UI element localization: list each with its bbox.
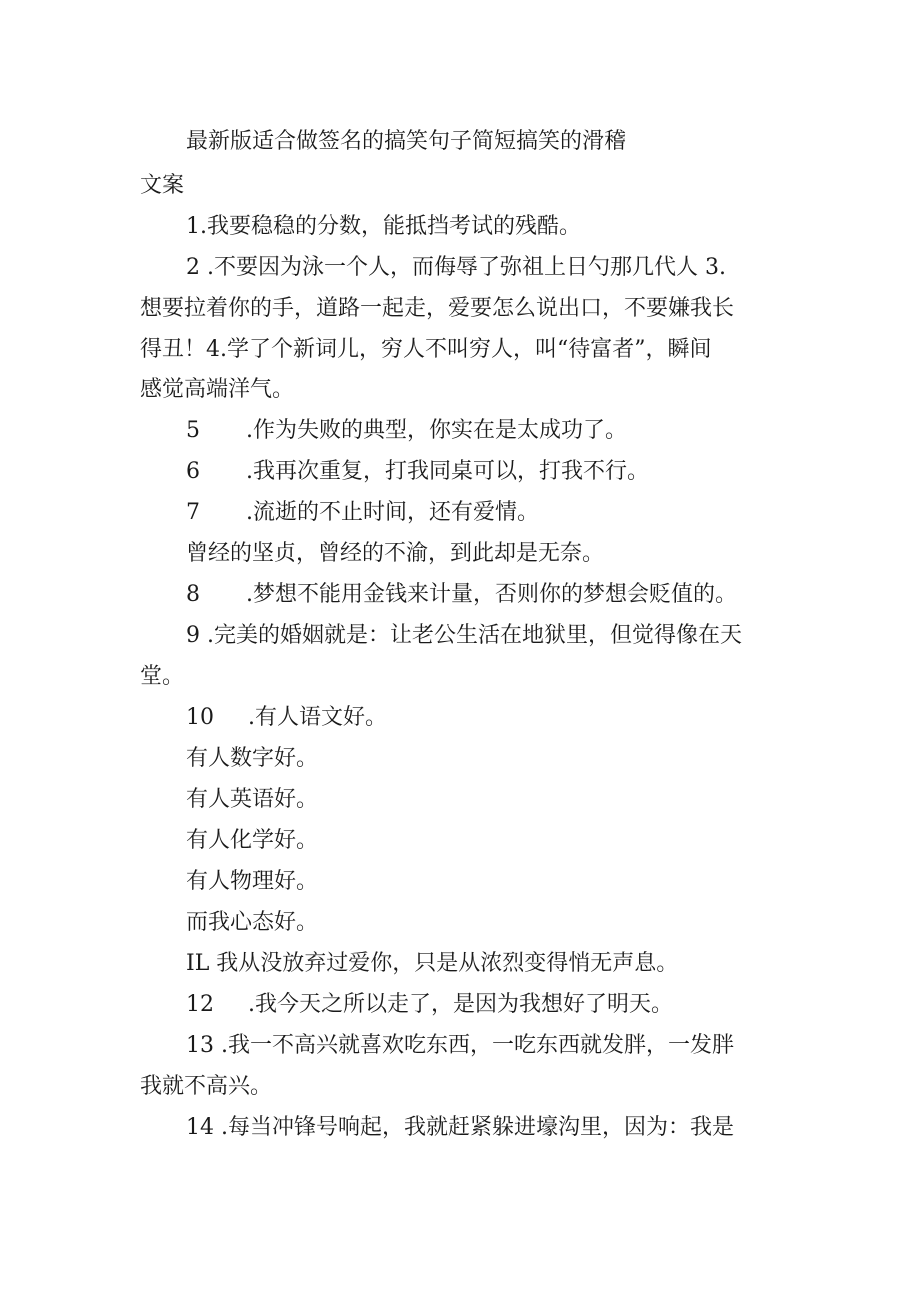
item-6-number: 6	[186, 459, 200, 484]
title-line-2: 文案	[140, 173, 185, 198]
item-7-continuation: 曾经的坚贞，曾经的不渝，到此却是无奈。	[186, 541, 605, 566]
item-6-text: .我再次重复，打我同桌可以，打我不行。	[246, 459, 649, 484]
item-10-line-6: 而我心态好。	[186, 910, 319, 935]
item-10-line-5: 有人物理好。	[186, 869, 319, 894]
item-8-text: .梦想不能用金钱来计量，否则你的梦想会贬值的。	[246, 582, 737, 607]
item-6	[186, 457, 649, 487]
item-8	[186, 580, 737, 610]
item-10-line-3: 有人英语好。	[186, 787, 319, 812]
item-14-line-1: 14 .每当冲锋号响起，我就赶紧躲进壕沟里，因为：我是	[186, 1115, 734, 1140]
item-7-number: 7	[186, 500, 200, 525]
item-10-text: .有人语文好。	[248, 705, 387, 730]
item-10-line-2: 有人数字好。	[186, 746, 319, 771]
item-10-line-4: 有人化学好。	[186, 828, 319, 853]
item-12-number: 12	[186, 992, 214, 1017]
item-13-line-1: 13 .我一不高兴就喜欢吃东西，一吃东西就发胖，一发胖	[186, 1033, 734, 1058]
item-12-text: .我今天之所以走了，是因为我想好了明天。	[248, 992, 673, 1017]
item-5-number: 5	[186, 418, 200, 443]
item-5	[186, 416, 627, 446]
item-1: 1.我要稳稳的分数，能抵挡考试的残酷。	[186, 214, 581, 239]
item-2-line-3: 得丑！4.学了个新词儿，穷人不叫穷人，叫“待富者”，瞬间	[140, 337, 712, 362]
item-13-line-2: 我就不高兴。	[140, 1074, 273, 1099]
item-2-line-4: 感觉高端洋气。	[140, 377, 295, 402]
item-12	[186, 990, 673, 1020]
item-2-line-1: 2 .不要因为泳一个人，而侮辱了弥祖上日勺那几代人 3.	[186, 255, 726, 280]
item-8-number: 8	[186, 582, 200, 607]
item-5-text: .作为失败的典型，你实在是太成功了。	[246, 418, 627, 443]
title-line-1: 最新版适合做签名的搞笑句子简短搞笑的滑稽	[186, 129, 627, 154]
item-7-text: .流逝的不止时间，还有爱情。	[246, 500, 539, 525]
item-10-number: 10	[186, 705, 214, 730]
item-7	[186, 498, 539, 528]
item-10	[186, 703, 387, 733]
item-2-line-2: 想要拉着你的手，道路一起走，爱要怎么说出口，不要嫌我长	[140, 296, 735, 321]
item-9-line-2: 堂。	[140, 664, 185, 689]
item-11: IL 我从没放弃过爱你，只是从浓烈变得悄无声息。	[186, 951, 679, 976]
item-9-line-1: 9 .完美的婚姻就是：让老公生活在地狱里，但觉得像在天	[186, 623, 742, 648]
